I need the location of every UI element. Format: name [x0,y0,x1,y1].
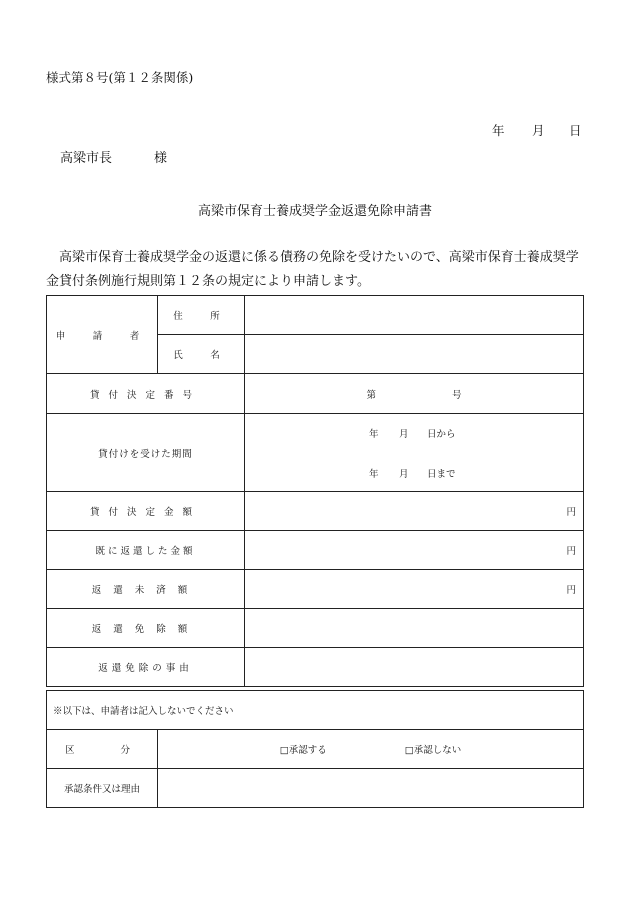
date-day-label: 日 [569,123,582,138]
addressee-honorific: 様 [154,151,168,166]
loan-decision-number-label: 貸付決定番号 [47,374,245,414]
exemption-reason-field[interactable] [245,648,584,687]
period-to-line: 年 月 日まで [369,468,456,480]
date-line [492,121,582,139]
loan-decision-number-field[interactable] [245,374,584,414]
outstanding-amount-field[interactable] [245,570,584,609]
date-month-label: 月 [532,123,545,138]
body-text: 高梁市保育士養成奨学金の返還に係る債務の免除を受けたいので、高梁市保育士養成奨学金貸付条例施行規則第１２条の規定により申請します。 [46,250,579,289]
loan-period-label: 貸付けを受けた期間 [47,414,245,492]
loan-amount-unit: 円 [566,507,576,518]
loan-amount-field[interactable] [245,492,584,531]
name-label: 氏 名 [158,335,245,374]
address-field[interactable] [245,296,584,335]
name-field[interactable] [245,335,584,374]
loan-period-field[interactable] [245,414,584,492]
addressee-name: 高梁市長 [60,151,113,166]
application-table [46,295,584,687]
classification-options [158,730,584,769]
loan-amount-label: 貸付決定金額 [47,492,245,531]
outstanding-amount-unit: 円 [566,585,576,596]
addressee [60,147,167,166]
document-title: 高梁市保育士養成奨学金返還免除申請書 [197,204,432,219]
approve-checkbox[interactable]: □承認する [279,745,327,756]
conditions-field[interactable] [158,769,584,808]
classification-label: 区 分 [47,730,158,769]
date-year-label: 年 [492,123,505,138]
repaid-amount-field[interactable] [245,531,584,570]
disapprove-checkbox[interactable]: □承認しない [404,745,462,756]
exemption-amount-label: 返還免除額 [47,609,245,648]
repaid-amount-label: 既に返還した金額 [47,531,245,570]
exemption-reason-label: 返還免除の事由 [47,648,245,687]
outstanding-amount-label: 返還未済額 [47,570,245,609]
repaid-amount-unit: 円 [566,546,576,557]
period-from-line: 年 月 日から [369,428,456,440]
form-number: 様式第８号(第１２条関係) [46,70,194,85]
number-suffix: 号 [452,389,462,401]
number-prefix: 第 [366,389,376,401]
exemption-amount-field[interactable] [245,609,584,648]
address-label: 住 所 [158,296,245,335]
conditions-label: 承認条件又は理由 [47,769,158,808]
office-use-notice: ※以下は、申請者は記入しないでください [47,691,584,730]
office-use-table [46,690,584,808]
applicant-label: 申 請 者 [47,296,158,374]
